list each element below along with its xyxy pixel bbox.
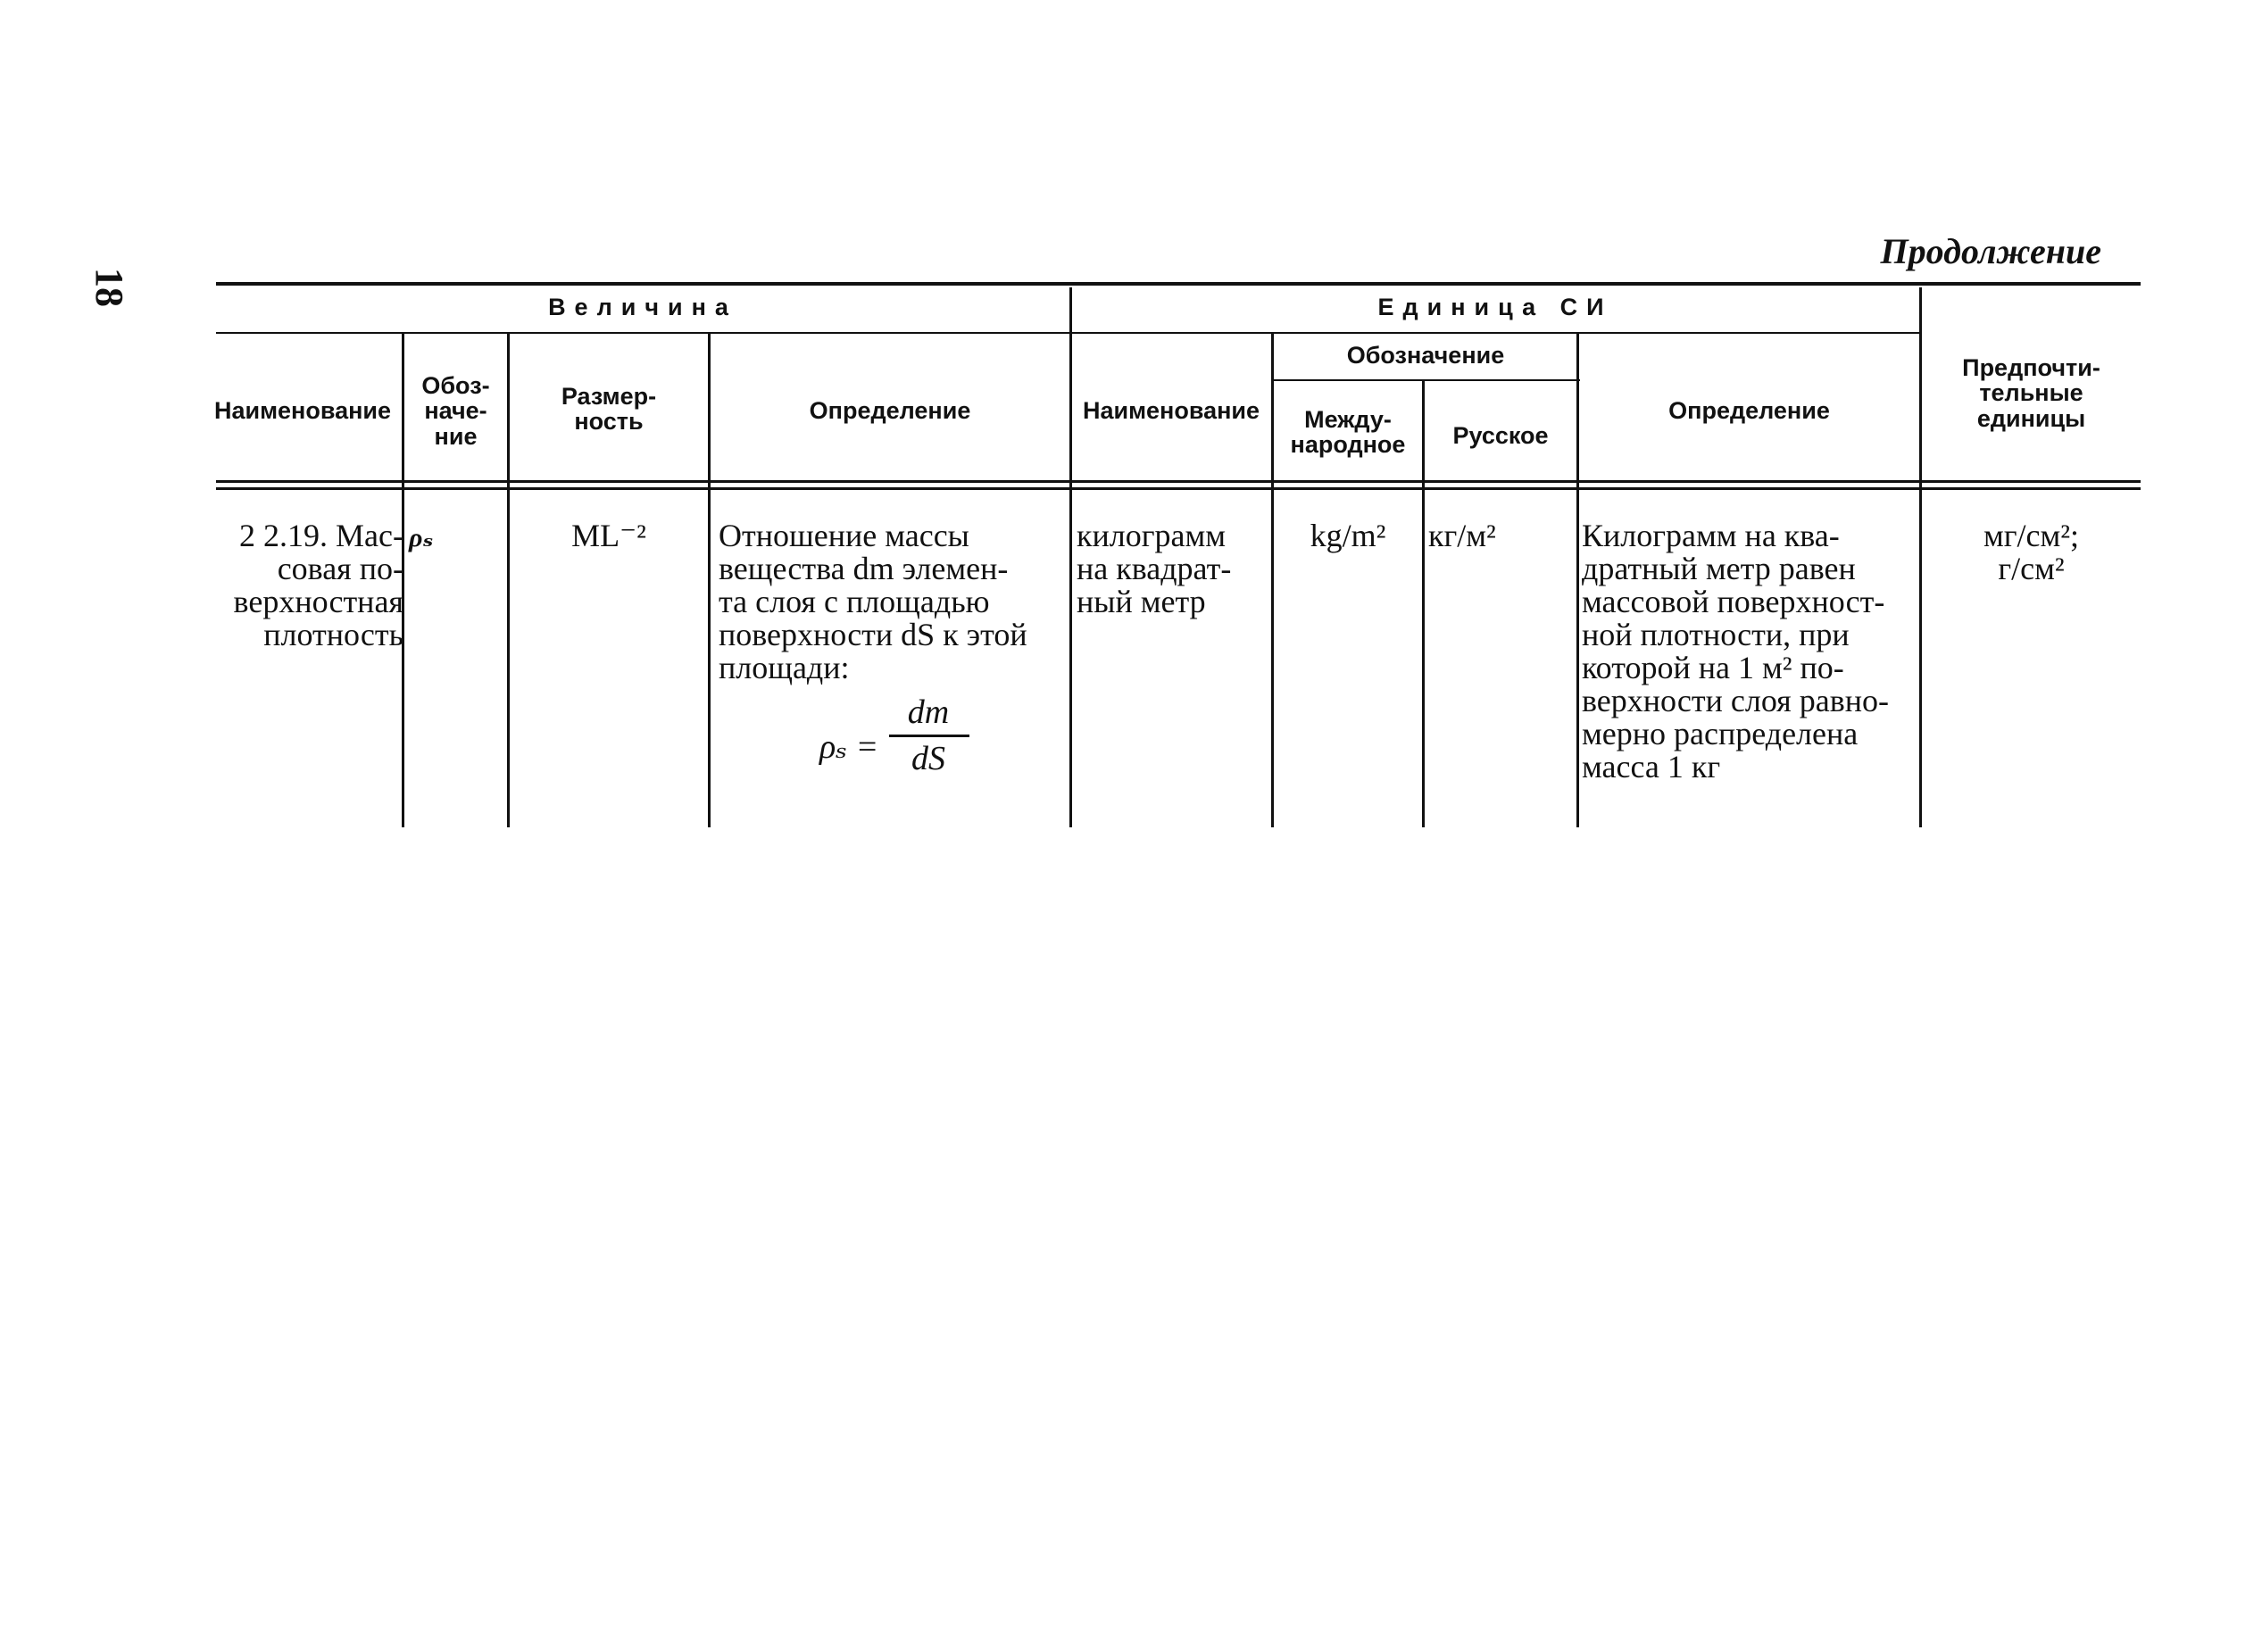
row-unit-name: килограмм на квадрат- ный метр <box>1077 518 1232 619</box>
header-bottom-rule-1 <box>216 480 2141 483</box>
row-unit-international: kg/m² <box>1310 518 1386 553</box>
header-unit-russian: Русское <box>1452 422 1549 449</box>
header-quantity-group: Величина <box>548 294 737 320</box>
header-preferred-units: Предпочти- тельные единицы <box>1962 354 2100 432</box>
header-unit-name: Наименование <box>1082 397 1260 424</box>
group-header-rule-left <box>216 332 1071 334</box>
row-unit-definition: Килограмм на ква- дратный метр равен массовой поверхност- ной плотности, при которой на 1 м² по- верхности слоя равно- мерно распределена масса 1 кг <box>1582 518 1889 784</box>
row-quantity-name: 2 2.19. Мас- совая по- верхностная плотность <box>233 518 403 652</box>
col-divider <box>1069 287 1072 827</box>
header-unit-definition: Определение <box>1668 397 1830 424</box>
row-quantity-symbol: ρₛ <box>409 523 434 552</box>
formula-fraction-bar <box>889 735 969 737</box>
header-bottom-rule-2 <box>216 487 2141 490</box>
header-quantity-dimension: Размер- ность <box>561 383 657 436</box>
row-quantity-definition: Отношение массы вещества dm элемен- та слоя с площадью поверхности dS к этой площади: <box>719 518 1027 685</box>
formula-lhs: ρₛ = <box>819 728 879 766</box>
formula-numerator: dm <box>907 693 950 731</box>
group-header-rule-right <box>1071 332 1919 334</box>
header-quantity-symbol: Обоз- наче- ние <box>421 372 490 450</box>
header-unit-international: Между- народное <box>1290 406 1406 459</box>
header-quantity-definition: Определение <box>809 397 971 424</box>
page-number: 18 <box>87 268 131 307</box>
header-si-unit-group: Единица СИ <box>1377 294 1613 320</box>
header-unit-designation: Обозначение <box>1346 342 1505 369</box>
header-quantity-name: Наименование <box>213 397 392 424</box>
row-unit-russian: кг/м² <box>1428 518 1496 553</box>
designation-rule <box>1272 379 1580 381</box>
continuation-label: Продолжение <box>1880 231 2101 271</box>
table-top-rule <box>216 282 2141 286</box>
formula-denominator: dS <box>911 740 945 777</box>
row-quantity-dimension: ML⁻² <box>571 518 646 553</box>
row-preferred-units: мг/см²; г/см² <box>1983 518 2080 586</box>
